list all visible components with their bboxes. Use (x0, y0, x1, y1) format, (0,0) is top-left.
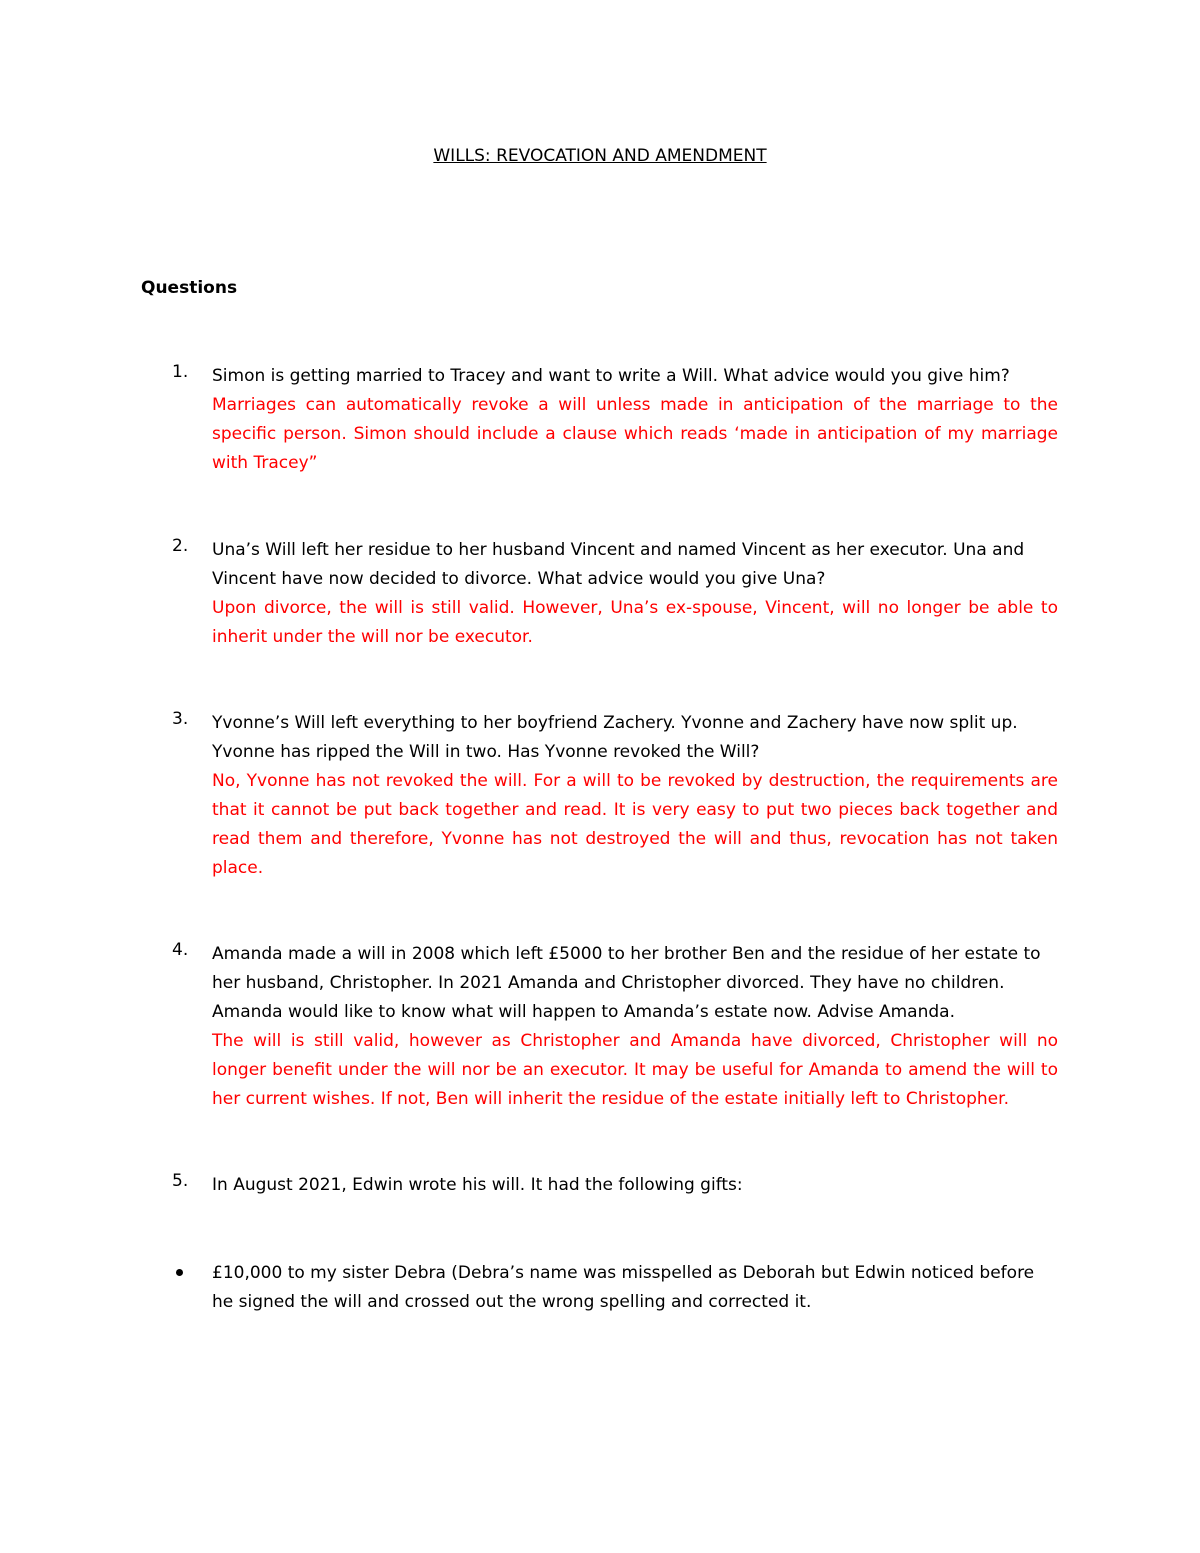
question-item (172, 362, 1058, 478)
question-text: Yvonne’s Will left everything to her boyfriend Zachery. Yvonne and Zachery have now split up. Yvonne has ripped the Will in two. Has Yvonne revoked the Will? (212, 713, 1018, 762)
question-text: In August 2021, Edwin wrote his will. It had the following gifts: (212, 1175, 743, 1195)
bullet-item (172, 1259, 1058, 1317)
question-number: 4. (172, 940, 189, 960)
question-number: 1. (172, 362, 189, 382)
bullet-icon (172, 1259, 192, 1281)
question-text: Amanda made a will in 2008 which left £5000 to her brother Ben and the residue of her estate to her husband, Christopher. In 2021 Amanda and Christopher divorced. They have no children. Amanda would like to know what will happen to Amanda’s estate now. Advise Amanda. (212, 944, 1041, 1022)
question-item (172, 709, 1058, 883)
question-text: Una’s Will left her residue to her husband Vincent and named Vincent as her executor. Una and Vincent have now decided to divorce. What advice would you give Una? (212, 540, 1025, 589)
section-heading: Questions (141, 278, 238, 298)
answer-text: Upon divorce, the will is still valid. However, Una’s ex-spouse, Vincent, will no longer be able to inherit under the will nor be executor. (212, 598, 1058, 647)
question-number: 3. (172, 709, 189, 729)
question-number: 2. (172, 536, 189, 556)
question-item (172, 1171, 1058, 1200)
answer-text: Marriages can automatically revoke a will unless made in anticipation of the marriage to the specific person. Simon should include a clause which reads ‘made in anticipation of my marriage with Tracey” (212, 395, 1058, 473)
bullet-text: £10,000 to my sister Debra (Debra’s name was misspelled as Deborah but Edwin noticed before he signed the will and crossed out the wrong spelling and corrected it. (212, 1263, 1035, 1312)
document-title: WILLS: REVOCATION AND AMENDMENT (433, 146, 767, 166)
question-item (172, 536, 1058, 652)
question-number: 5. (172, 1171, 189, 1191)
question-item (172, 940, 1058, 1114)
question-text: Simon is getting married to Tracey and want to write a Will. What advice would you give him? (212, 366, 1010, 386)
answer-text: The will is still valid, however as Christopher and Amanda have divorced, Christopher will no longer benefit under the will nor be an executor. It may be useful for Amanda to amend the will to her current wishes. If not, Ben will inherit the residue of the estate initially left to Christopher. (212, 1031, 1058, 1109)
answer-text: No, Yvonne has not revoked the will. For a will to be revoked by destruction, the requirements are that it cannot be put back together and read. It is very easy to put two pieces back together and read them and therefore, Yvonne has not destroyed the will and thus, revocation has not taken place. (212, 771, 1058, 878)
